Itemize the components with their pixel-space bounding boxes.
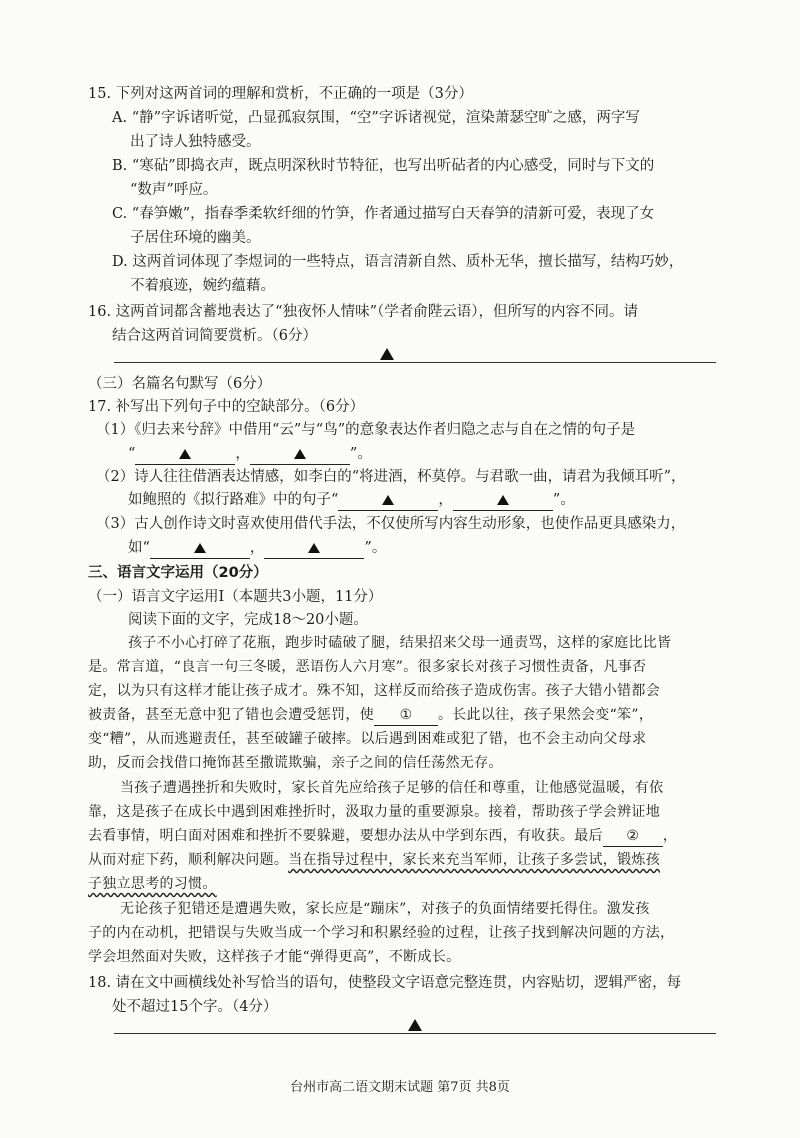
section-title-recitation: （三）名篇名句默写（6分） <box>88 376 272 392</box>
quote-open: “ <box>128 446 136 462</box>
passage-p2-line4 <box>88 850 738 870</box>
q15-option-a-line2: 出了诗人独特感受。 <box>130 134 261 150</box>
q15-option-b-line2: “数声”呼应。 <box>130 182 218 198</box>
triangle-icon <box>294 449 306 459</box>
part3-subtitle: （一）语言文字运用Ⅰ（本题共3小题，11分） <box>88 589 383 605</box>
separator: ， <box>249 540 265 556</box>
q17-part2-text: （2）诗人往往借酒表达情感，如李白的“将进酒，杯莫停。与君歌一曲，请君为我倾耳听”， <box>96 469 686 485</box>
q17-part3-text: （3）古人创作诗文时喜欢使用借代手法，不仅使所写内容生动形象，也使作品更具感染力， <box>96 516 686 532</box>
wavy-underlined-sentence: 当在指导过程中，家长来充当军师，让孩子多尝试，锻炼孩 <box>288 852 661 868</box>
q17-stem: 17. 补写出下列句子中的空缺部分。（6分） <box>88 399 365 415</box>
triangle-icon <box>497 495 509 505</box>
passage-p1-line3: 定，以为只有这样才能让孩子成才。殊不知，这样反而给孩子造成伤害。孩子大错小错都会 <box>88 683 660 699</box>
triangle-icon <box>194 543 206 553</box>
quote-close: ”。 <box>364 540 387 556</box>
q15-option-d-line1: D. 这两首词体现了李煜词的一些特点，语言清新自然、质朴无华，擅长描写，结构巧妙， <box>112 254 684 270</box>
passage-p3-line2: 子的内在动机，把错误与失败当成一个学习和积累经验的过程，让孩子找到解决问题的方法， <box>88 925 675 941</box>
q16-line1: 16. 这两首词都含蓄地表达了“独夜怀人情味”（学者俞陛云语），但所写的内容不同。请 <box>88 304 638 320</box>
triangle-icon <box>382 495 394 505</box>
passage-p2-line3 <box>88 826 738 847</box>
passage-blank-2[interactable] <box>603 826 663 847</box>
answer-divider-1 <box>114 362 716 363</box>
separator: ， <box>235 446 250 462</box>
q15-option-b-line1: B. “寒砧”即捣衣声，既点明深秋时节特征，也写出听砧者的内心感受，同时与下文的 <box>112 158 655 174</box>
q17-part3-blanks <box>128 538 738 559</box>
q17-blank-2[interactable] <box>250 444 350 465</box>
passage-text: 。长此以往，孩子果然会变“笨”， <box>438 707 654 723</box>
passage-p1-line1: 孩子不小心打碎了花瓶，跑步时磕破了腿，结果招来父母一通责骂，这样的家庭比比皆 <box>128 635 672 651</box>
q15-stem: 15. 下列对这两首词的理解和赏析，不正确的一项是（3分） <box>88 86 473 102</box>
part2-lead: 如鲍照的《拟行路难》中的句子“ <box>128 492 339 508</box>
passage-p1-line4 <box>88 705 738 726</box>
page-footer: 台州市高二语文期末试题 第7页 共8页 <box>290 1080 510 1095</box>
q17-part1-text: （1）《归去来兮辞》中借用“云”与“鸟”的意象表达作者归隐之志与自在之情的句子是 <box>96 422 636 438</box>
q15-option-c-line2: 子居住环境的幽美。 <box>130 230 261 246</box>
separator: ， <box>438 492 453 508</box>
answer-divider-2 <box>114 1033 716 1034</box>
q16-line2: 结合这两首词简要赏析。（6分） <box>112 328 317 344</box>
passage-p2-line1: 当孩子遭遇挫折和失败时，家长首先应给孩子足够的信任和尊重，让他感觉温暖，有依 <box>120 780 664 796</box>
q15-option-d-line2: 不着痕迹，婉约蕴藉。 <box>130 278 275 294</box>
passage-p1-line2: 是。常言道，“良言一句三冬暖，恶语伤人六月寒”。很多家长对孩子习惯性责备，凡事否 <box>88 659 647 675</box>
blank-marker-2: ② <box>626 828 640 844</box>
passage-text: ， <box>662 828 678 844</box>
q18-line2: 处不超过15个字。（4分） <box>112 999 278 1015</box>
passage-text: 被责备，甚至无意中犯了错也会遭受惩罚，使 <box>88 707 374 723</box>
quote-close: ”。 <box>552 492 575 508</box>
passage-p3-line3: 学会坦然面对失败，这样孩子才能“弹得更高”，不断成长。 <box>88 949 461 965</box>
q18-line1: 18. 请在文中画横线处补写恰当的语句，使整段文字语意完整连贯，内容贴切，逻辑严密，每 <box>88 975 682 991</box>
part3-lead: 如“ <box>128 540 150 556</box>
passage-blank-1[interactable] <box>374 705 438 726</box>
q15-option-c-line1: C. “春笋嫩”，指春季柔软纤细的竹笋，作者通过描写白天春笋的清新可爱，表现了女 <box>112 206 655 222</box>
passage-p2-line2: 靠，这是孩子在成长中遇到困难挫折时，汲取力量的重要源泉。接着，帮助孩子学会辨证地 <box>88 804 660 820</box>
passage-p3-line1: 无论孩子犯错还是遭遇失败，家长应是“蹦床”，对孩子的负面情绪要托得住。激发孩 <box>120 901 650 917</box>
q17-blank-5[interactable] <box>150 538 250 559</box>
answer-triangle-2 <box>408 1019 422 1031</box>
wavy-underlined-sentence-end: 子独立思考的习惯。 <box>88 876 217 892</box>
q15-option-a-line1: A. “静”字诉诸听觉，凸显孤寂氛围，“空”字诉诸视觉，渲染萧瑟空旷之感，两字写 <box>112 110 640 126</box>
q17-blank-1[interactable] <box>135 444 235 465</box>
passage-text: 去看事情，明白面对困难和挫折不要躲避，要想办法从中学到东西，有收获。最后 <box>88 828 603 844</box>
q17-blank-3[interactable] <box>338 490 438 511</box>
answer-triangle-1 <box>380 348 394 360</box>
q17-blank-6[interactable] <box>264 538 364 559</box>
passage-text: 从而对症下药，顺利解决问题。 <box>88 852 289 868</box>
passage-p1-line5: 变“糟”，从而逃避责任，甚至破罐子破摔。以后遇到困难或犯了错，也不会主动向父母求 <box>88 731 647 747</box>
reading-instruction: 阅读下面的文字，完成18～20小题。 <box>128 612 368 628</box>
triangle-icon <box>308 543 320 553</box>
passage-p1-line6: 助，反而会找借口掩饰甚至撒谎欺骗，亲子之间的信任荡然无存。 <box>88 755 503 771</box>
part3-title: 三、语言文字运用（20分） <box>88 565 268 581</box>
q17-blank-4[interactable] <box>453 490 553 511</box>
passage-p2-line5 <box>88 874 738 894</box>
q17-part2-blanks <box>128 490 738 511</box>
blank-marker-1: ① <box>399 707 413 723</box>
quote-close: ”。 <box>349 446 372 462</box>
q17-part1-blanks <box>128 444 738 465</box>
triangle-icon <box>179 449 191 459</box>
